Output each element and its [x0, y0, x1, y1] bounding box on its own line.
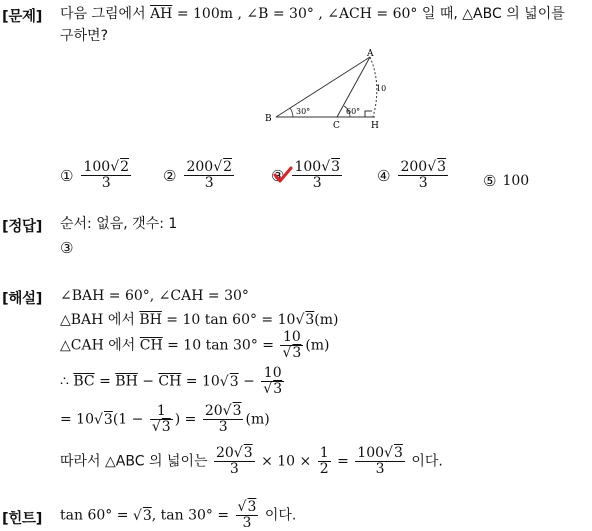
- hint-label: [힌트]: [2, 511, 43, 527]
- choice-5[interactable]: [483, 172, 529, 190]
- vertex-c: C: [333, 121, 340, 131]
- explanation-line-4: ∴ $\overline{BC} = \overline{BH} - \overline{CH} = 10√3$ − $\frac{10}{√3}$: [60, 365, 283, 397]
- answer-line-1: 순서: 없음, 갯수: 1: [60, 216, 178, 232]
- answer-label: [정답]: [2, 219, 43, 235]
- choice-marker: ②: [163, 166, 177, 185]
- choice-3[interactable]: ③ $\frac{100√3}{3}$: [271, 159, 341, 191]
- angle-ach: , ∠ACH = 60°: [318, 6, 418, 22]
- problem-text-end: 일 때, △ABC 의 넓이를: [421, 6, 565, 22]
- choice-1[interactable]: ① $\frac{100√2}{3}$: [60, 159, 130, 191]
- problem-label: [문제]: [2, 9, 43, 25]
- checkmark-icon: [273, 166, 293, 184]
- choice-marker: ①: [60, 166, 74, 185]
- explanation-line-1: ∠BAH = 60°, ∠CAH = 30°: [60, 288, 249, 304]
- angle-b: , ∠B = 30°: [237, 6, 314, 22]
- explanation-line-5: = 10√3(1 − $\frac{1}{√3}$ ) = $\frac{20√3}{3}$ (m): [60, 403, 270, 435]
- explanation-line-3: △CAH 에서 $\overline{CH} = 10$ tan 30° = $\frac{10}{√3}$ (m): [60, 329, 330, 361]
- angle-arc-b: [290, 108, 293, 117]
- problem-line-2: 구하면?: [60, 28, 109, 44]
- vertex-b: B: [265, 114, 272, 124]
- segment-ah: $\overline{AH}$: [150, 6, 173, 22]
- angle-label-60: 60°: [346, 107, 361, 116]
- vertex-h: H: [371, 121, 379, 131]
- answer-line-2: ③: [60, 239, 74, 257]
- angle-label-30: 30°: [296, 107, 311, 116]
- choice-2[interactable]: ② $\frac{200√2}{3}$: [163, 159, 233, 191]
- vertex-a: A: [367, 49, 374, 59]
- choice-4[interactable]: ④ $\frac{200√3}{3}$: [377, 159, 447, 191]
- side-label-ah: 10: [376, 84, 387, 93]
- right-angle-mark: [365, 111, 372, 117]
- hint-line: tan 60° = √3, tan 30° = $\frac{√3}{3}$ 이다.: [60, 499, 297, 531]
- explanation-label: [해설]: [2, 291, 43, 307]
- problem-line-1: [60, 6, 565, 22]
- ah-value: = 100m: [176, 6, 234, 22]
- explanation-line-2: △BAH 에서 $\overline{BH} = 10$ tan 60° = 10√3(m): [60, 312, 339, 328]
- choice-marker: ⑤: [483, 172, 497, 190]
- choice-marker: ④: [377, 166, 391, 185]
- choice-value: 100: [502, 173, 530, 189]
- explanation-line-6: 따라서 △ABC 의 넓이는 $\frac{20√3}{3}$ × 10 × $\frac{1}{2}$ = $\frac{100√3}{3}$ 이다.: [60, 445, 443, 477]
- choice-marker: ③: [271, 166, 285, 185]
- problem-text: 다음 그림에서: [60, 6, 146, 22]
